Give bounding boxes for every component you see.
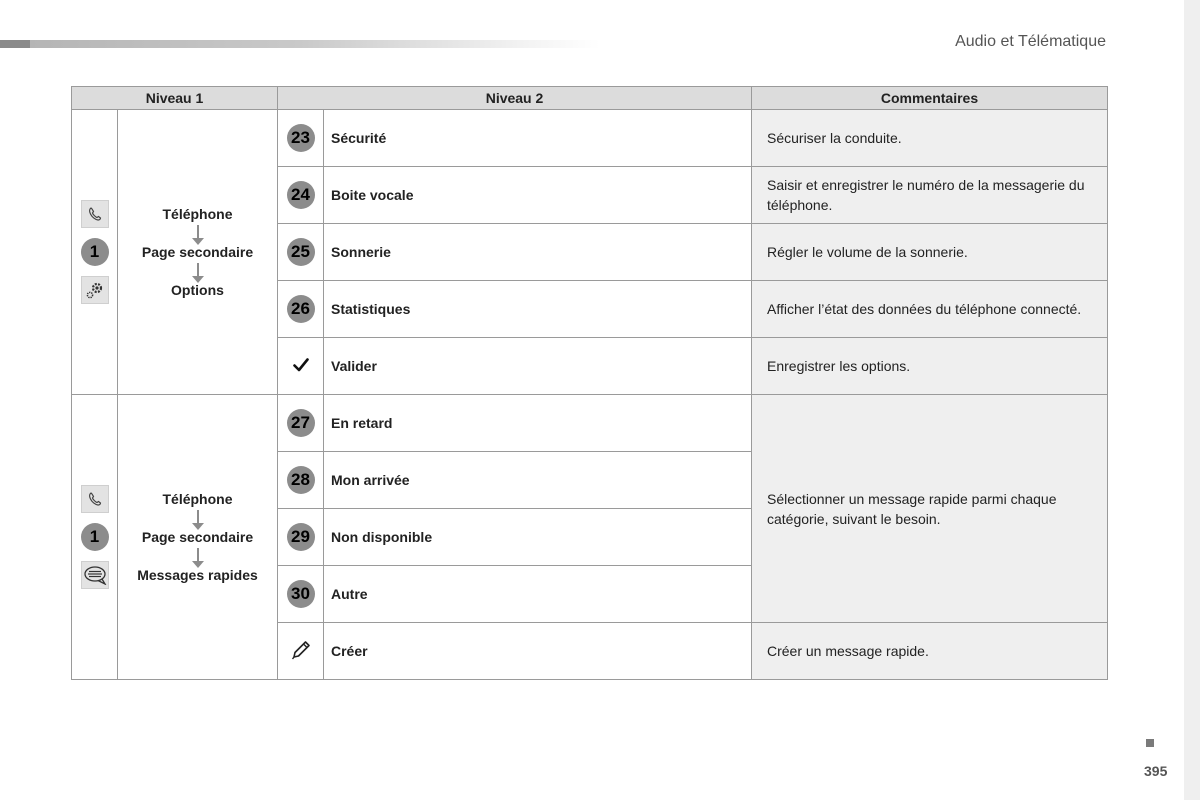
level1-item: Options bbox=[171, 282, 224, 298]
item-number-badge: 25 bbox=[287, 238, 315, 266]
item-label: Boite vocale bbox=[324, 167, 752, 224]
gear-options-icon bbox=[81, 276, 109, 304]
item-number-badge: 26 bbox=[287, 295, 315, 323]
item-label: Créer bbox=[324, 623, 752, 680]
page-edge-strip bbox=[1184, 0, 1200, 800]
page-number: 395 bbox=[1144, 763, 1168, 779]
item-comment: Régler le volume de la sonnerie. bbox=[752, 224, 1108, 281]
item-number-badge: 23 bbox=[287, 124, 315, 152]
level1-icons-options bbox=[72, 110, 118, 395]
table-header-row bbox=[72, 87, 1108, 110]
down-arrow-icon bbox=[197, 548, 199, 562]
checkmark-icon bbox=[293, 358, 309, 372]
table-row bbox=[72, 395, 1108, 452]
item-label: Sécurité bbox=[324, 110, 752, 167]
level1-path-messages bbox=[118, 395, 278, 680]
item-label: Autre bbox=[324, 566, 752, 623]
item-number-badge: 27 bbox=[287, 409, 315, 437]
item-number-badge: 24 bbox=[287, 181, 315, 209]
level1-path-options bbox=[118, 110, 278, 395]
item-comment: Enregistrer les options. bbox=[752, 338, 1108, 395]
table-row bbox=[72, 110, 1108, 167]
item-comment: Sécuriser la conduite. bbox=[752, 110, 1108, 167]
level1-item: Téléphone bbox=[162, 206, 233, 222]
item-number-badge: 28 bbox=[287, 466, 315, 494]
step-badge: 1 bbox=[81, 523, 109, 551]
step-badge: 1 bbox=[81, 238, 109, 266]
column-header-niveau-2: Niveau 2 bbox=[278, 87, 752, 110]
level1-item: Page secondaire bbox=[141, 529, 254, 545]
pencil-icon bbox=[290, 639, 312, 661]
footer-marker bbox=[1146, 739, 1154, 747]
down-arrow-icon bbox=[197, 510, 199, 524]
menu-table bbox=[71, 86, 1108, 680]
item-comment: Créer un message rapide. bbox=[752, 623, 1108, 680]
level1-icons-messages bbox=[72, 395, 118, 680]
level1-item: Téléphone bbox=[162, 491, 233, 507]
header-decorative-bar bbox=[0, 40, 600, 48]
item-label: Statistiques bbox=[324, 281, 752, 338]
section-title: Audio et Télématique bbox=[955, 33, 1106, 50]
item-label: Sonnerie bbox=[324, 224, 752, 281]
shared-comment: Sélectionner un message rapide parmi chaque catégorie, suivant le besoin. bbox=[752, 395, 1108, 623]
item-label: Valider bbox=[324, 338, 752, 395]
column-header-commentaires: Commentaires bbox=[752, 87, 1108, 110]
speech-bubble-icon bbox=[81, 561, 109, 589]
phone-icon bbox=[81, 485, 109, 513]
down-arrow-icon bbox=[197, 263, 199, 277]
item-number-badge: 30 bbox=[287, 580, 315, 608]
item-comment: Afficher l’état des données du téléphone connecté. bbox=[752, 281, 1108, 338]
item-comment: Saisir et enregistrer le numéro de la messagerie du téléphone. bbox=[752, 167, 1108, 224]
item-number-badge: 29 bbox=[287, 523, 315, 551]
phone-icon bbox=[81, 200, 109, 228]
item-label: Mon arrivée bbox=[324, 452, 752, 509]
level1-item: Page secondaire bbox=[141, 244, 254, 260]
column-header-niveau-1: Niveau 1 bbox=[72, 87, 278, 110]
item-label: En retard bbox=[324, 395, 752, 452]
down-arrow-icon bbox=[197, 225, 199, 239]
level1-item: Messages rapides bbox=[137, 567, 258, 583]
item-label: Non disponible bbox=[324, 509, 752, 566]
